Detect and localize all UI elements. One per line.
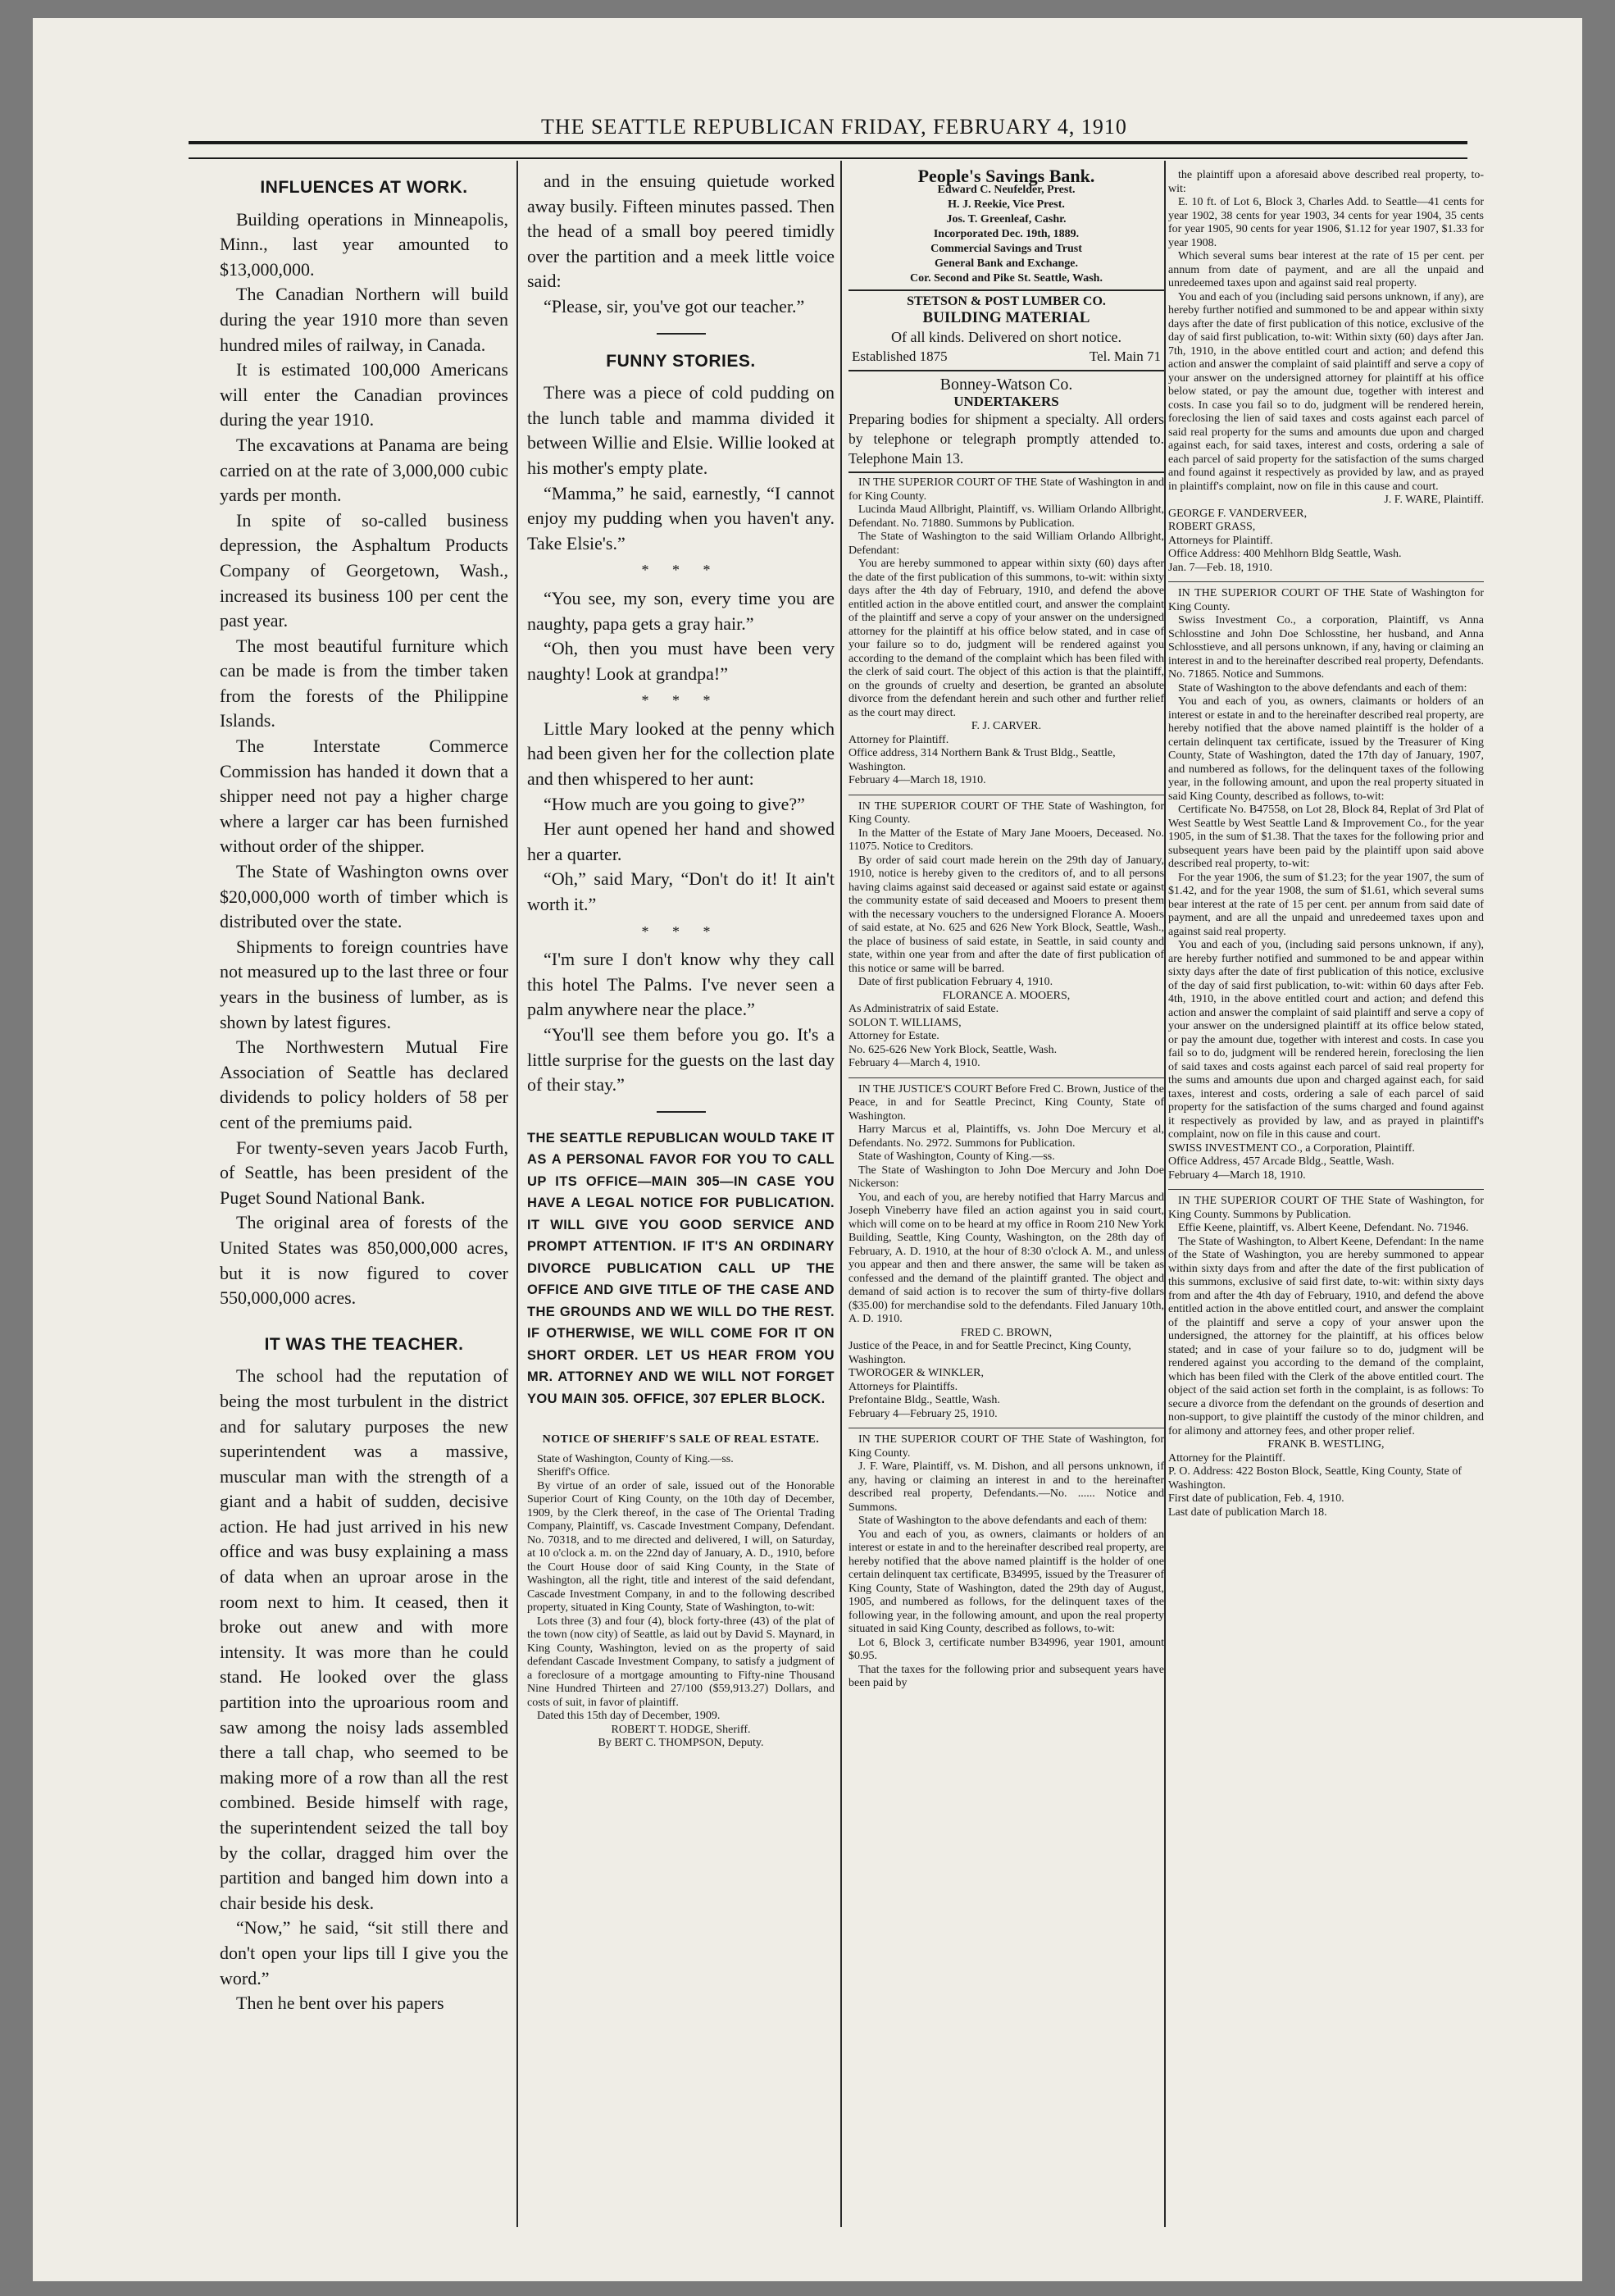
- column-1: [220, 169, 508, 2235]
- text-line: Attorney for the Plaintiff.: [1168, 1451, 1285, 1465]
- legal-notice-swiss-investment: [1168, 587, 1484, 1142]
- bank-name: People's Savings Bank.: [917, 169, 1095, 186]
- header-rule: [189, 141, 1467, 144]
- sheriff-signature: ROBERT T. HODGE, Sheriff.: [611, 1723, 751, 1736]
- sheriff-sale-heading: NOTICE OF SHERIFF'S SALE OF REAL ESTATE.: [542, 1433, 820, 1446]
- text-line: Last date of publication March 18.: [1168, 1506, 1327, 1519]
- deputy-signature: By BERT C. THOMPSON, Deputy.: [598, 1737, 764, 1750]
- ad-rule: [848, 289, 1164, 291]
- text-line: TWOROGER & WINKLER,: [848, 1367, 984, 1380]
- paragraph: IN THE SUPERIOR COURT OF THE State of Washington for King County.: [1168, 587, 1484, 613]
- sheriff-sale-notice: [527, 1453, 835, 1724]
- text-line: February 4—February 25, 1910.: [848, 1407, 998, 1420]
- legal-notice-swiss-footer: [1168, 1142, 1484, 1183]
- asterism: * * *: [641, 692, 721, 709]
- bank-details: [848, 183, 1164, 286]
- text-line: Prefontaine Bldg., Seattle, Wash.: [848, 1394, 1000, 1407]
- ad-rule: [848, 472, 1164, 473]
- ad-rule: [848, 370, 1164, 371]
- undertaker-name: Bonney-Watson Co.: [939, 376, 1073, 394]
- text-line: No. 625-626 New York Block, Seattle, Wash.: [848, 1043, 1058, 1056]
- column-divider: [840, 161, 842, 2227]
- bank-advertisement: [848, 169, 1164, 291]
- paragraph: Her aunt opened her hand and showed her a quarter.: [527, 818, 835, 864]
- paragraph: Dated this 15th day of December, 1909.: [537, 1710, 721, 1723]
- paragraph: You and each of you, as owners, claimants or holders of an interest or estate in and to the hereinafter described real property, are hereby notified that the above named plaintiff is the holder of a certain delinquent tax certificate, issued by the Treasurer of King County, State of Washington, dated the 17th day of January, 1907, and numbered as follows, for the delinquent taxes of the following year, in the following amount, and upon the real property situated in said King County, described as follows, to-wit:: [1168, 695, 1484, 803]
- page-header-title: THE SEATTLE REPUBLICAN FRIDAY, FEBRUARY 4, 1910: [541, 115, 1127, 139]
- paragraph: You and each of you (including said persons unknown, if any), are hereby further notified and summoned to be and appear within sixty days after the date of first publication of this notice, exclusive of the day of said first publication, to-wit: Within sixty (60) days after Jan. 7th, 1910, in the above entitled court and action; and defend this action and answer the complaint of said plaintiff and serve a copy of your answer on the undersigned attorney for plaintiff at his office below stated, or pay the amount due, together with interest and costs. In case you fail so to do, judgment will be rendered herein, foreclosing the lien of said taxes and costs against each parcel of said real property for the sums and amounts due upon and charged against each, for said taxes, interest and costs, ordering a sale of each parcel of said property for the satisfaction of the sums charged and found against it respectively as provided by law, and as prayed in plaintiff's complaint, now on file in this cause and court.: [1168, 290, 1484, 493]
- paragraph: It is estimated 100,000 Americans will enter the Canadian provinces during the year 1910.: [220, 359, 508, 430]
- paragraph: Sheriff's Office.: [537, 1466, 611, 1479]
- column-divider: [1164, 161, 1166, 2227]
- paragraph: State of Washington, County of King.—ss.: [537, 1452, 734, 1465]
- paragraph: the plaintiff upon a aforesaid above described real property, to-wit:: [1168, 169, 1484, 195]
- paragraph: State of Washington, County of King.—ss.: [858, 1150, 1055, 1164]
- paragraph: Which several sums bear interest at the rate of 15 per cent. per annum from date of payment, and are all the unpaid and unredeemed taxes upon and against said real property.: [1168, 250, 1484, 289]
- asterism: * * *: [641, 562, 721, 579]
- plaintiff-signature: J. F. WARE, Plaintiff.: [1384, 494, 1484, 506]
- paragraph: Swiss Investment Co., a corporation, Plaintiff, vs Anna Schlosstine and John Doe Schlosstine, her husband, and Anna Schlosstieve, and all persons unknown, if any, having or claiming an interest in and to the hereinafter described real property, Defendants. No. 71865. Notice and Summons.: [1168, 614, 1484, 681]
- lumber-advertisement: [848, 294, 1164, 371]
- paragraph: “How much are you going to give?”: [544, 793, 805, 814]
- paragraph: IN THE SUPERIOR COURT OF THE State of Washington, for King County.: [848, 1433, 1164, 1460]
- paragraph: Little Mary looked at the penny which had been given her for the collection plate and then whispered to her aunt:: [527, 718, 835, 790]
- text-line: H. J. Reekie, Vice Prest.: [948, 198, 1065, 212]
- paragraph: The Canadian Northern will build during the year 1910 more than seven hundred miles of railway, in Canada.: [220, 284, 508, 355]
- lumber-delivery: Of all kinds. Delivered on short notice.: [891, 329, 1121, 346]
- story-palms: [527, 947, 835, 1098]
- paragraph: E. 10 ft. of Lot 6, Block 3, Charles Add. to Seattle—41 cents for year 1902, 38 cents for year 1903, 34 cents for year 1904, 35 cents for year 1905, 90 cents for year 1906, $1.12 for year 1907, $1.33 for year 1908.: [1168, 196, 1484, 249]
- headline-funny-stories: FUNNY STORIES.: [606, 351, 756, 371]
- paragraph: State of Washington to the above defendants and each of them:: [858, 1515, 1148, 1528]
- legal-notice-justice-court: [848, 1083, 1164, 1327]
- text-line: Edward C. Neufelder, Prest.: [937, 184, 1076, 197]
- paragraph: “Please, sir, you've got our teacher.”: [544, 295, 805, 317]
- paragraph: The State of Washington to John Doe Mercury and John Doe Nickerson:: [848, 1164, 1164, 1191]
- paragraph: “Oh, then you must have been very naughty! Look at grandpa!”: [527, 638, 835, 684]
- text-line: Office address, 314 Northern Bank & Trust Bldg., Seattle, Washington.: [848, 747, 1116, 773]
- story-gray-hair: [527, 586, 835, 686]
- paragraph: In the Matter of the Estate of Mary Jane Mooers, Deceased. No. 11075. Notice to Creditors.: [848, 827, 1164, 854]
- separator-rule: [657, 333, 706, 335]
- text-line: February 4—March 18, 1910.: [1168, 1168, 1306, 1182]
- paragraph: The Interstate Commerce Commission has handed it down that a shipper need not pay a higher charge where a larger car has been furnished without order of the shipper.: [220, 736, 508, 857]
- legal-separator: [848, 1077, 1164, 1078]
- paragraph: The Northwestern Mutual Fire Association of Seattle has declared dividends to policy holders of 58 per cent of the premiums paid.: [220, 1036, 508, 1132]
- legal-notice-justice-footer: [848, 1340, 1164, 1421]
- paragraph: IN THE SUPERIOR COURT OF THE State of Washington, for King County. Summons by Publication.: [1168, 1195, 1484, 1221]
- paragraph: For the year 1906, the sum of $1.23; for the year 1907, the sum of $1.42, and for the year 1908, the sum of $1.61, which several sums bear interest at the rate of 15 per cent. per annum from said date of payment, and are all the unpaid and unredeemed taxes upon and against said real property.: [1168, 871, 1484, 938]
- legal-separator: [1168, 581, 1484, 582]
- paragraph: There was a piece of cold pudding on the lunch table and mamma divided it between Willie and Elsie. Willie looked at his mother's empty plate.: [527, 382, 835, 478]
- paragraph: IN THE JUSTICE'S COURT Before Fred C. Brown, Justice of the Peace, in and for Seattle Precinct, King County, State of Washington.: [848, 1082, 1164, 1123]
- paragraph: You and each of you, as owners, claimants or holders of an interest or estate in and to the hereinafter described real property, are hereby notified that the above named plaintiff is the holder of one certain delinquent tax certificate, B34995, issued by the Treasurer of King County, State of Washington, dated the 29th day of August, 1905, and numbered as follows, for the delinquent taxes of the following year, in the following amount, and upon the real property situated in said King County, described as follows, to-wit:: [848, 1528, 1164, 1636]
- article-teacher-continued: [527, 169, 835, 320]
- article-teacher: [220, 1364, 508, 2016]
- paragraph: The excavations at Panama are being carried on at the rate of 3,000,000 cubic yards per month.: [220, 434, 508, 506]
- legal-separator: [1168, 1189, 1484, 1190]
- column-4: [1168, 169, 1484, 2235]
- text-line: Cor. Second and Pike St. Seattle, Wash.: [910, 272, 1103, 285]
- text-line: Justice of the Peace, in and for Seattle Precinct, King County, Washington.: [848, 1340, 1131, 1366]
- paragraph: Harry Marcus et al, Plaintiffs, vs. John Doe Mercury et al, Defendants. No. 2972. Summons for Publication.: [848, 1123, 1164, 1150]
- paragraph: The State of Washington, to Albert Keene, Defendant: In the name of the State of Washington, you are hereby summoned to appear within sixty days from and after the date of the first publication of this summons, exclusive of said first date, to-wit: within sixty days from and after the 4th day of February, 1910, and defend the above entitled action in the above entitled court, and answer the complaint of the plaintiff and serve a copy of your answer upon the undersigned, the attorney for the plaintiff, at his offices below stated; and in case of your failure so to do, judgment will be rendered against you according to the demand of the complaint, which has been filed with the Clerk of the above entitled court. The object of the said action set forth in the complaint, is as follows: To secure a divorce from the defendant on the grounds of desertion and non-support, to give plaintiff the custody of the minor children, and for alimony and attorney fees, and other proper relief.: [1168, 1235, 1484, 1437]
- text-line: SWISS INVESTMENT CO., a Corporation, Plaintiff.: [1168, 1141, 1415, 1155]
- paragraph: “Oh,” said Mary, “Don't do it! It ain't worth it.”: [527, 868, 835, 915]
- paragraph: The most beautiful furniture which can be made is from the timber taken from the forests of the Philippine Islands.: [220, 635, 508, 731]
- lumber-company-name: STETSON & POST LUMBER CO.: [907, 294, 1106, 309]
- administratrix-signature: FLORANCE A. MOOERS,: [942, 989, 1071, 1002]
- paragraph: For twenty-seven years Jacob Furth, of Seattle, has been president of the Puget Sound National Bank.: [220, 1137, 508, 1208]
- text-line: P. O. Address: 422 Boston Block, Seattle, King County, State of Washington.: [1168, 1465, 1463, 1492]
- legal-notice-allbright: [848, 476, 1164, 720]
- paragraph: The original area of forests of the United States was 850,000,000 acres, but it is now figured to cover 550,000,000 acres.: [220, 1212, 508, 1309]
- separator-rule: [657, 1111, 706, 1113]
- story-penny: [527, 717, 835, 918]
- text-line: As Administratrix of said Estate.: [848, 1003, 999, 1016]
- paragraph: Lot 6, Block 3, certificate number B34996, year 1901, amount $0.95.: [848, 1636, 1164, 1663]
- text-line: Attorney for Estate.: [848, 1030, 939, 1043]
- paragraph: State of Washington to the above defendants and each of them:: [1178, 681, 1467, 695]
- paragraph: Effie Keene, plaintiff, vs. Albert Keene, Defendant. No. 71946.: [1178, 1222, 1469, 1234]
- story-pudding: [527, 380, 835, 556]
- paragraph: In spite of so-called business depression, the Asphaltum Products Company of Georgetown, Wash., increased its business 100 per cent the past year.: [220, 509, 508, 631]
- paragraph: You and each of you, (including said persons unknown, if any), are hereby further notified and summoned to be and appear within sixty days after the date of first publication of this notice, exclusive of the day of said first publication, to-wit: within 60 days after Feb. 4th, 1910, in the above entitled court and action; and defend this action and answer the complaint of said plaintiff and serve a copy of your answer on the undersigned plaintiff at its office below stated, or pay the amount due, together with interest and costs. In case you fail so to do, judgment will be rendered herein, foreclosing the lien of said taxes and costs against each parcel of said real property for the sums and amounts due upon and charged against each, for said taxes, interest and costs, ordering a sale of each parcel of said property for the satisfaction of the sums charged and found against it respectively as provided by law, and as prayed in plaintiff's complaint, now on file in this cause and court.: [1168, 939, 1484, 1141]
- legal-notice-mooers: [848, 800, 1164, 990]
- text-line: February 4—March 18, 1910.: [848, 774, 986, 787]
- paragraph: “Now,” he said, “sit still there and don't open your lips till I give you the word.”: [220, 1917, 508, 1988]
- attorney-signature: F. J. CARVER.: [971, 720, 1042, 733]
- paragraph: By order of said court made herein on the 29th day of January, 1910, notice is hereby given to the creditors of, and to all persons having claims against said deceased or against said estate or against the community estate of said deceased and Mooers to present them with the necessary vouchers to the undersigned Florance A. Mooers of said estate, at No. 625 and 626 New York Block, Seattle, Wash., the place of business of said estate, in Seattle, in said county and state, within one year from and after the date of first publication of this notice or same will be barred.: [848, 854, 1164, 975]
- text-line: ROBERT GRASS,: [1168, 521, 1256, 533]
- masthead: [189, 97, 1467, 146]
- text-line: Jos. T. Greenleaf, Cashr.: [946, 213, 1067, 226]
- headline-influences: INFLUENCES AT WORK.: [260, 178, 468, 197]
- text-line: Attorney for Plaintiff.: [848, 733, 949, 746]
- text-line: February 4—March 4, 1910.: [848, 1057, 980, 1070]
- text-line: Office Address, 457 Arcade Bldg., Seattle, Wash.: [1168, 1155, 1394, 1168]
- undertaker-advertisement: [848, 375, 1164, 473]
- text-line: Attorneys for Plaintiffs.: [848, 1380, 958, 1393]
- text-line: First date of publication, Feb. 4, 1910.: [1168, 1492, 1344, 1505]
- article-influences: [220, 207, 508, 1311]
- paragraph: “I'm sure I don't know why they call this hotel The Palms. I've never seen a palm anywhere near the place.”: [527, 949, 835, 1020]
- legal-notice-keene-footer: [1168, 1452, 1484, 1520]
- text-line: Commercial Savings and Trust: [930, 243, 1082, 256]
- text-line: SOLON T. WILLIAMS,: [848, 1016, 962, 1029]
- lumber-established: Established 1875: [852, 348, 948, 365]
- column-3: [848, 169, 1164, 2235]
- undertaker-text: Preparing bodies for shipment a specialty. All orders by telephone or telegraph promptly attended to. Telephone Main 13.: [848, 411, 1164, 467]
- paragraph: Certificate No. B47558, on Lot 28, Block 84, Replat of 3rd Plat of West Seattle by West Seattle Land & Improvement Co., for the year 1905, in the sum of $1.38. That the taxes for the following prior and subsequent years have been paid by the plaintiff upon said above described real property, to-wit:: [1168, 804, 1484, 870]
- paragraph: The school had the reputation of being the most turbulent in the district and for salutary purposes the new superintendent was a massive, muscular man with the strength of a giant and a habit of sudden, decisive action. He had just arrived in his new office and was busy explaining a mass of data when an uproar arose in the room next to him. It ceased, then it broke out anew and with more intensity. It was more than he could stand. He looked over the glass partition into the uproarious room and saw among the noisy lads assembled there a tall chap, who seemed to be making more of a row than all the rest combined. Beside himself with rage, the superintendent seized the tall boy by the collar, dragged him over the partition and banged him down into a chair beside his desk.: [220, 1365, 508, 1913]
- paragraph: “You see, my son, every time you are naughty, papa gets a gray hair.”: [527, 587, 835, 634]
- legal-notice-allbright-footer: [848, 734, 1164, 788]
- paragraph: Then he bent over his papers: [236, 1993, 444, 2014]
- paragraph: By virtue of an order of sale, issued out of the Honorable Superior Court of King County, on the 10th day of December, 1909, by the Clerk thereof, in the case of The Oriental Trading Company, Plaintiff, vs. Cascade Investment Company, Defendant. No. 70318, and to me directed and delivered, I will, on Saturday, at 10 o'clock a. m. on the 22nd day of January, A. D., 1910, before the Court House door of said King County, in the State of Washington, all the right, title and interest of the said defendant, Cascade Investment Company, in and to the following described property, situated in King County, State of Washington, to-wit:: [527, 1479, 835, 1615]
- publisher-notice: THE SEATTLE REPUBLICAN WOULD TAKE IT AS A PERSONAL FAVOR FOR YOU TO CALL UP ITS OFFICE—MAIN 305—IN CASE YOU HAVE A LEGAL NOTICE FOR PUBLICATION. IT WILL GIVE YOU GOOD SERVICE AND PROMPT ATTENTION. IF IT'S AN ORDINARY DIVORCE PUBLICATION CALL UP THE OFFICE AND GIVE TITLE OF THE CASE AND THE GROUNDS AND WE WILL DO THE REST. IF OTHERWISE, WE WILL COME FOR IT ON SHORT ORDER. LET US HEAR FROM YOU MR. ATTORNEY AND WE WILL NOT FORGET YOU MAIN 305. OFFICE, 307 EPLER BLOCK.: [527, 1130, 835, 1406]
- paragraph: “Mamma,” he said, earnestly, “I cannot enjoy my pudding when you haven't any. Take Elsie's.”: [527, 482, 835, 554]
- text-line: GEORGE F. VANDERVEER,: [1168, 507, 1308, 520]
- paragraph: You are hereby summoned to appear within sixty (60) days after the date of the first publication of this summons, to-wit: within sixty days after the 4th day of February, 1910, and defend the above entitled action in the above entitled court, and answer the complaint of the plaintiff and serve a copy of your answer on the undersigned attorney for the plaintiff at his office below stated, and in case of your failure so to do, judgment will be rendered against you according to the demand of the complaint which has been filed with the clerk of said court. The object of this action is that the plaintiff, on the grounds of cruelty and desertion, be granted an absolute divorce from the defendant herein and such other and further relief as the court may direct.: [848, 558, 1164, 719]
- column-divider: [516, 161, 518, 2227]
- paragraph: IN THE SUPERIOR COURT OF THE State of Washington, for King County.: [848, 800, 1164, 827]
- paragraph: Lucinda Maud Allbright, Plaintiff, vs. William Orlando Allbright, Defendant. No. 71880. Summons by Publication.: [848, 503, 1164, 530]
- paragraph: Shipments to foreign countries have not measured up to the last three or four years in the business of lumber, as is shown by latest figures.: [220, 936, 508, 1032]
- paragraph: and in the ensuing quietude worked away busily. Fifteen minutes passed. Then the head of a small boy peered timidly over the partition and a meek little voice said:: [527, 171, 835, 292]
- text-line: Jan. 7—Feb. 18, 1910.: [1168, 561, 1273, 574]
- legal-notice-ware-continued: [1168, 169, 1484, 494]
- text-line: Attorneys for Plaintiff.: [1168, 534, 1273, 547]
- legal-notice-keene: [1168, 1195, 1484, 1438]
- paragraph: Lots three (3) and four (4), block forty-three (43) of the plat of the town (now city) of Seattle, as laid out by David S. Maynard, in King County, Washington, levied on as the property of said defendant Cascade Investment Company, to satisfy a judgment of a foreclosure of a mortgage amounting to Fifty-nine Thousand Nine Hundred Thirteen and 27/100 ($59,913.27) Dollars, and costs of suit, in favor of plaintiff.: [527, 1615, 835, 1709]
- paragraph: Building operations in Minneapolis, Minn., last year amounted to $13,000,000.: [220, 208, 508, 280]
- lumber-telephone: Tel. Main 71: [1089, 348, 1161, 365]
- lumber-title: BUILDING MATERIAL: [922, 309, 1090, 327]
- paragraph: The State of Washington to the said William Orlando Allbright, Defendant:: [848, 531, 1164, 557]
- paragraph: “You'll see them before you go. It's a little surprise for the guests on the last day of their stay.”: [527, 1024, 835, 1096]
- attorney-signature: FRANK B. WESTLING,: [1267, 1438, 1385, 1451]
- header-rule-secondary: [189, 157, 1467, 159]
- legal-notice-ware-footer: [1168, 508, 1484, 576]
- paragraph: That the taxes for the following prior and subsequent years have been paid by: [848, 1663, 1164, 1690]
- text-line: Office Address: 400 Mehlhorn Bldg Seattle, Wash.: [1168, 548, 1402, 560]
- paragraph: J. F. Ware, Plaintiff, vs. M. Dishon, and all persons unknown, if any, having or claiming an interest in and to the hereinafter described real property, Defendants.—No. ...... Notice and Summons.: [848, 1460, 1164, 1514]
- asterism: * * *: [641, 922, 721, 940]
- paragraph: Date of first publication February 4, 1910.: [858, 976, 1053, 989]
- legal-notice-ware: [848, 1433, 1164, 1691]
- paragraph: You, and each of you, are hereby notified that Harry Marcus and Joseph Vineberry have filed an action against you in said court, which will come on to be heard at my office in Room 210 New York Building, Seattle, King County, Washington, on the 28th day of February, A. D. 1910, at the hour of 8:30 o'clock A. M., and unless you appear and then and there answer, the same will be taken as confessed and the demand of the plaintiff granted. The object and demand of said action is to recover the sum of thirty-five dollars ($35.00) for merchandise sold to the defendants. Filed January 10th, A. D. 1910.: [848, 1191, 1164, 1326]
- paragraph: IN THE SUPERIOR COURT OF THE State of Washington in and for King County.: [848, 476, 1164, 503]
- justice-signature: FRED C. BROWN,: [960, 1326, 1053, 1339]
- text-line: General Bank and Exchange.: [934, 257, 1079, 271]
- headline-teacher: IT WAS THE TEACHER.: [264, 1334, 464, 1354]
- text-line: Incorporated Dec. 19th, 1889.: [933, 228, 1080, 241]
- undertaker-title: UNDERTAKERS: [953, 394, 1059, 410]
- paragraph: The State of Washington owns over $20,000,000 worth of timber which is distributed over the state.: [220, 861, 508, 932]
- legal-notice-mooers-footer: [848, 1003, 1164, 1071]
- column-2: [527, 169, 835, 2235]
